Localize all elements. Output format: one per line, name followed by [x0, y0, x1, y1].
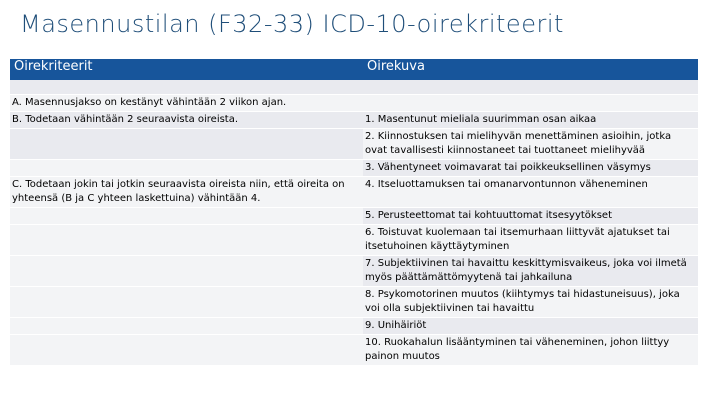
criteria-cell: [10, 287, 363, 318]
table-row: [10, 287, 698, 318]
table-header: [10, 59, 698, 80]
symptom-cell: 10. Ruokahalun lisääntyminen tai väheneminen, johon liittyy painon muutos: [363, 335, 698, 366]
criteria-cell: [10, 225, 363, 256]
header-symptoms: Oirekuva: [367, 59, 425, 74]
slide-title: Masennustilan (F32-33) ICD-10-oirekriteerit: [20, 10, 564, 38]
symptom-cell: 8. Psykomotorinen muutos (kiihtymys tai hidastuneisuus), joka voi olla subjektiivinen tai havaittu: [363, 287, 698, 318]
table-row: [10, 208, 698, 225]
symptom-cell: 5. Perusteettomat tai kohtuuttomat itsesyytökset: [363, 208, 698, 225]
criteria-cell: A. Masennusjakso on kestänyt vähintään 2 viikon ajan.: [10, 95, 363, 112]
criteria-cell: C. Todetaan jokin tai jotkin seuraavista oireista niin, että oireita on yhteensä (B ja C yhteen laskettuina) vähintään 4.: [10, 177, 363, 208]
symptom-cell: 7. Subjektiivinen tai havaittu keskittymisvaikeus, joka voi ilmetä myös päättämättömyytenä tai jahkailuna: [363, 256, 698, 287]
criteria-cell: B. Todetaan vähintään 2 seuraavista oireista.: [10, 112, 363, 129]
table-row: [10, 80, 698, 95]
symptom-cell: 1. Masentunut mieliala suurimman osan aikaa: [363, 112, 698, 129]
symptom-cell: 4. Itseluottamuksen tai omanarvontunnon väheneminen: [363, 177, 698, 208]
table-row: [10, 160, 698, 177]
symptom-cell: 9. Unihäiriöt: [363, 318, 698, 335]
criteria-cell: [10, 80, 363, 95]
criteria-table: [10, 59, 698, 366]
table-row: [10, 177, 698, 208]
table-row: [10, 129, 698, 160]
table-row: [10, 112, 698, 129]
criteria-cell: [10, 129, 363, 160]
criteria-cell: [10, 160, 363, 177]
criteria-cell: [10, 335, 363, 366]
criteria-cell: [10, 256, 363, 287]
symptom-cell: [363, 95, 698, 112]
table-row: [10, 225, 698, 256]
table-row: [10, 318, 698, 335]
table-row: [10, 95, 698, 112]
criteria-cell: [10, 208, 363, 225]
table-row: [10, 335, 698, 366]
symptom-cell: [363, 80, 698, 95]
criteria-cell: [10, 318, 363, 335]
table-row: [10, 256, 698, 287]
header-criteria: Oirekriteerit: [14, 59, 93, 74]
symptom-cell: 2. Kiinnostuksen tai mielihyvän menettäminen asioihin, jotka ovat tavallisesti kiinnostaneet tai tuottaneet mielihyvää: [363, 129, 698, 160]
symptom-cell: 3. Vähentyneet voimavarat tai poikkeuksellinen väsymys: [363, 160, 698, 177]
symptom-cell: 6. Toistuvat kuolemaan tai itsemurhaan liittyvät ajatukset tai itsetuhoinen käyttäytyminen: [363, 225, 698, 256]
